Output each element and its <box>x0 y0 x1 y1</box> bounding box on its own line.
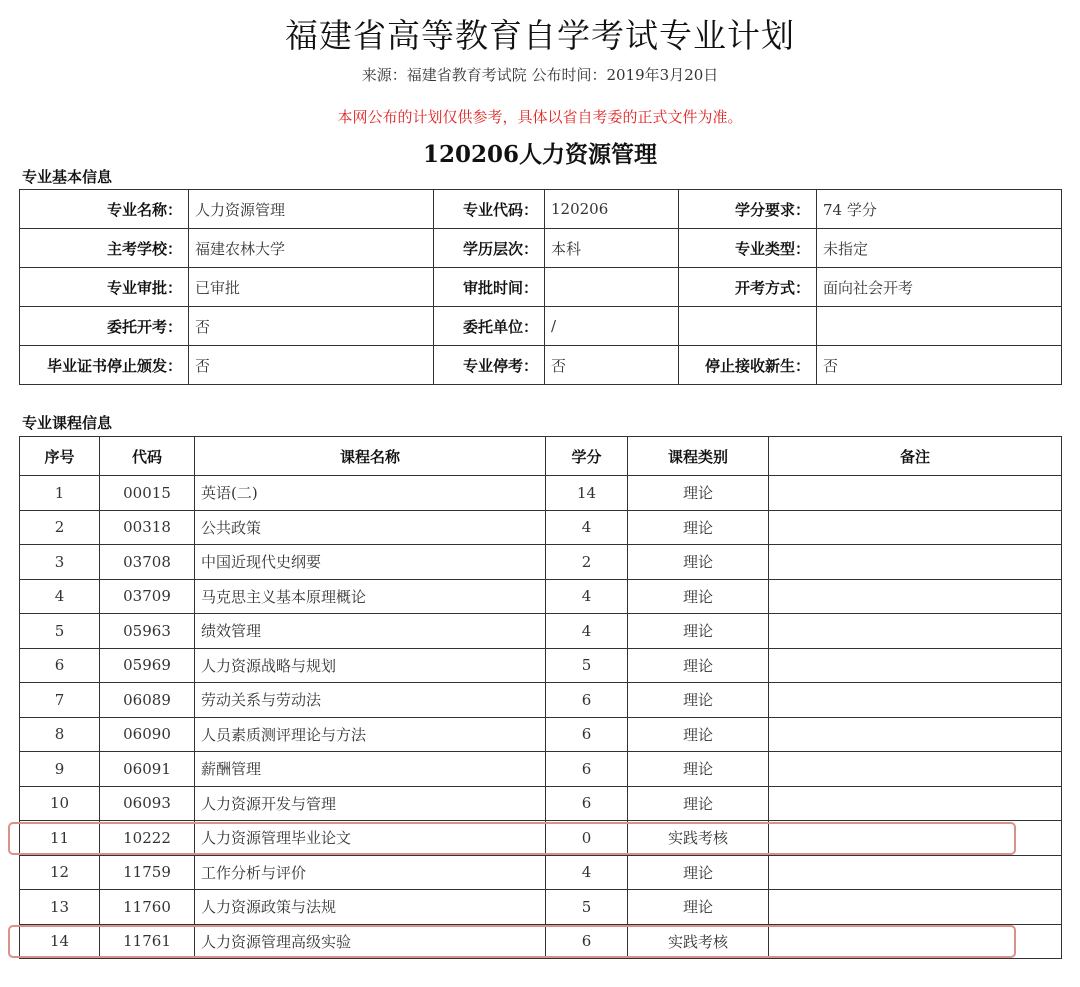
course-name: 人力资源管理毕业论文 <box>195 821 546 856</box>
info-row <box>20 307 1062 346</box>
course-index: 5 <box>20 614 100 649</box>
info-value: 74 学分 <box>817 190 1062 229</box>
course-remark <box>769 648 1062 683</box>
table-row <box>20 545 1062 580</box>
course-credits: 14 <box>546 476 628 511</box>
table-row <box>20 683 1062 718</box>
info-value: 120206 <box>545 190 679 229</box>
course-credits: 6 <box>546 924 628 959</box>
course-table <box>19 436 1062 959</box>
info-value: 否 <box>545 346 679 385</box>
course-index: 12 <box>20 855 100 890</box>
course-credits: 4 <box>546 579 628 614</box>
course-code: 05969 <box>100 648 195 683</box>
course-code: 11760 <box>100 890 195 925</box>
course-category: 理论 <box>628 786 769 821</box>
course-category: 实践考核 <box>628 924 769 959</box>
course-name: 人力资源政策与法规 <box>195 890 546 925</box>
course-credits: 6 <box>546 786 628 821</box>
table-row <box>20 614 1062 649</box>
source-and-date: 来源：福建省教育考试院 公布时间：2019年3月20日 <box>361 66 719 84</box>
course-credits: 2 <box>546 545 628 580</box>
course-name: 英语(二) <box>195 476 546 511</box>
info-key: 主考学校： <box>20 229 189 268</box>
column-header: 序号 <box>20 437 100 476</box>
column-header: 课程名称 <box>195 437 546 476</box>
course-remark <box>769 717 1062 752</box>
course-index: 8 <box>20 717 100 752</box>
info-key: 委托单位： <box>434 307 545 346</box>
course-category: 理论 <box>628 476 769 511</box>
course-name: 公共政策 <box>195 510 546 545</box>
info-value <box>545 268 679 307</box>
course-credits: 0 <box>546 821 628 856</box>
course-remark <box>769 855 1062 890</box>
course-table-header <box>20 437 1062 476</box>
course-category: 理论 <box>628 752 769 787</box>
course-code: 06091 <box>100 752 195 787</box>
info-key: 专业代码： <box>434 190 545 229</box>
course-code: 03708 <box>100 545 195 580</box>
course-category: 理论 <box>628 510 769 545</box>
disclaimer-notice: 本网公布的计划仅供参考，具体以省自考委的正式文件为准。 <box>337 108 743 126</box>
course-code: 06093 <box>100 786 195 821</box>
course-index: 3 <box>20 545 100 580</box>
column-header: 课程类别 <box>628 437 769 476</box>
column-header: 代码 <box>100 437 195 476</box>
course-index: 2 <box>20 510 100 545</box>
table-row <box>20 752 1062 787</box>
course-index: 9 <box>20 752 100 787</box>
course-name: 劳动关系与劳动法 <box>195 683 546 718</box>
course-credits: 4 <box>546 614 628 649</box>
table-row <box>20 648 1062 683</box>
course-index: 1 <box>20 476 100 511</box>
course-code: 11759 <box>100 855 195 890</box>
highlight-row-14 <box>8 925 1016 958</box>
course-code: 10222 <box>100 821 195 856</box>
page-title: 福建省高等教育自学考试专业计划 <box>285 16 795 55</box>
course-code: 00015 <box>100 476 195 511</box>
course-category: 理论 <box>628 683 769 718</box>
info-row <box>20 190 1062 229</box>
course-credits: 6 <box>546 717 628 752</box>
table-row <box>20 717 1062 752</box>
course-name: 人力资源战略与规划 <box>195 648 546 683</box>
info-row <box>20 346 1062 385</box>
info-key: 毕业证书停止颁发： <box>20 346 189 385</box>
course-credits: 6 <box>546 683 628 718</box>
course-index: 13 <box>20 890 100 925</box>
course-category: 理论 <box>628 648 769 683</box>
table-row <box>20 510 1062 545</box>
info-value: 人力资源管理 <box>189 190 434 229</box>
info-key: 开考方式： <box>679 268 817 307</box>
info-key: 专业名称： <box>20 190 189 229</box>
course-code: 06090 <box>100 717 195 752</box>
course-index: 6 <box>20 648 100 683</box>
course-credits: 4 <box>546 855 628 890</box>
course-code: 11761 <box>100 924 195 959</box>
course-remark <box>769 510 1062 545</box>
course-category: 理论 <box>628 855 769 890</box>
info-value: 福建农林大学 <box>189 229 434 268</box>
info-row <box>20 229 1062 268</box>
column-header: 学分 <box>546 437 628 476</box>
course-name: 马克思主义基本原理概论 <box>195 579 546 614</box>
course-credits: 4 <box>546 510 628 545</box>
course-name: 人力资源管理高级实验 <box>195 924 546 959</box>
course-name: 人员素质测评理论与方法 <box>195 717 546 752</box>
course-credits: 6 <box>546 752 628 787</box>
course-index: 7 <box>20 683 100 718</box>
info-key: 专业审批： <box>20 268 189 307</box>
info-value: 本科 <box>545 229 679 268</box>
course-code: 00318 <box>100 510 195 545</box>
info-value <box>817 307 1062 346</box>
table-row <box>20 786 1062 821</box>
course-category: 理论 <box>628 890 769 925</box>
info-value: 否 <box>189 307 434 346</box>
table-row <box>20 579 1062 614</box>
course-remark <box>769 752 1062 787</box>
info-value: 否 <box>189 346 434 385</box>
course-remark <box>769 786 1062 821</box>
course-category: 理论 <box>628 579 769 614</box>
course-name: 薪酬管理 <box>195 752 546 787</box>
course-remark <box>769 683 1062 718</box>
table-row <box>20 890 1062 925</box>
info-row <box>20 268 1062 307</box>
info-key: 委托开考： <box>20 307 189 346</box>
info-key: 专业停考： <box>434 346 545 385</box>
course-category: 理论 <box>628 545 769 580</box>
course-index: 4 <box>20 579 100 614</box>
info-value: 否 <box>817 346 1062 385</box>
course-category: 实践考核 <box>628 821 769 856</box>
course-name: 中国近现代史纲要 <box>195 545 546 580</box>
course-name: 人力资源开发与管理 <box>195 786 546 821</box>
info-key <box>679 307 817 346</box>
info-value: 未指定 <box>817 229 1062 268</box>
course-credits: 5 <box>546 648 628 683</box>
course-remark <box>769 545 1062 580</box>
course-category: 理论 <box>628 717 769 752</box>
course-remark <box>769 476 1062 511</box>
course-index: 11 <box>20 821 100 856</box>
course-code: 05963 <box>100 614 195 649</box>
course-name: 工作分析与评价 <box>195 855 546 890</box>
course-code: 03709 <box>100 579 195 614</box>
table-row <box>20 476 1062 511</box>
course-category: 理论 <box>628 614 769 649</box>
course-index: 14 <box>20 924 100 959</box>
course-remark <box>769 614 1062 649</box>
highlight-row-11 <box>8 822 1016 855</box>
course-name: 绩效管理 <box>195 614 546 649</box>
info-key: 学历层次： <box>434 229 545 268</box>
info-value: 已审批 <box>189 268 434 307</box>
course-info-section-title: 专业课程信息 <box>22 414 113 432</box>
table-row <box>20 855 1062 890</box>
info-key: 学分要求： <box>679 190 817 229</box>
course-index: 10 <box>20 786 100 821</box>
course-remark <box>769 579 1062 614</box>
column-header: 备注 <box>769 437 1062 476</box>
major-title: 120206人力资源管理 <box>422 141 658 168</box>
info-value: / <box>545 307 679 346</box>
basic-info-section-title: 专业基本信息 <box>22 168 113 186</box>
info-key: 审批时间： <box>434 268 545 307</box>
course-credits: 5 <box>546 890 628 925</box>
course-remark <box>769 890 1062 925</box>
basic-info-table <box>19 189 1062 385</box>
course-code: 06089 <box>100 683 195 718</box>
info-key: 专业类型： <box>679 229 817 268</box>
info-value: 面向社会开考 <box>817 268 1062 307</box>
info-key: 停止接收新生： <box>679 346 817 385</box>
